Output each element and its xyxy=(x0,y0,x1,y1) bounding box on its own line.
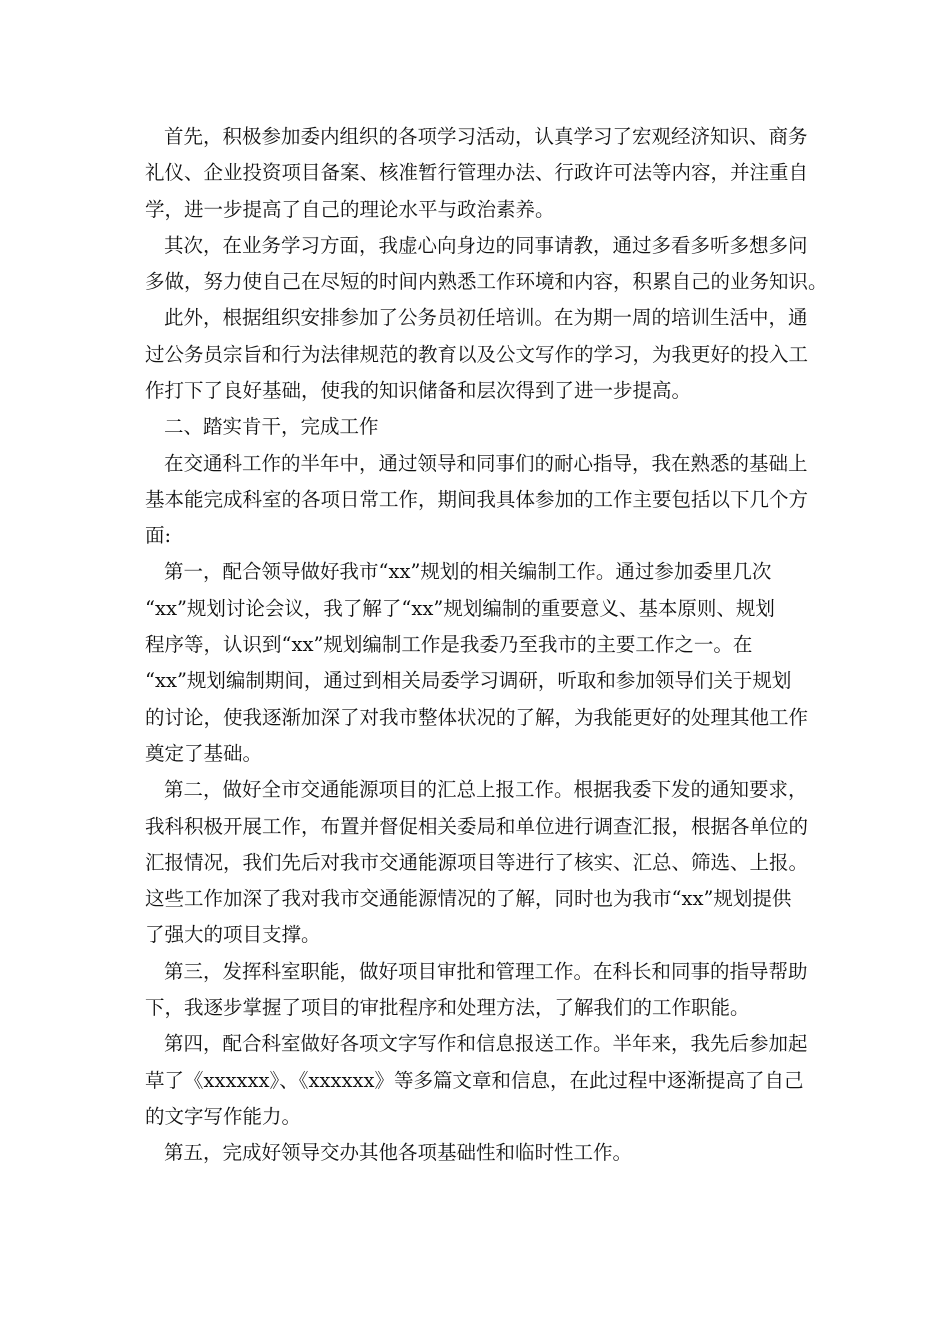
text-line: 下，我逐步掌握了项目的审批程序和处理方法，了解我们的工作职能。 xyxy=(145,996,750,1019)
text-line: 在交通科工作的半年中，通过领导和同事们的耐心指导，我在熟悉的基础上 xyxy=(164,452,808,475)
text-line: “xx”规划编制期间，通过到相关局委学习调研，听取和参加领导们关于规划 xyxy=(145,669,792,692)
text-line: 第四，配合科室做好各项文字写作和信息报送工作。半年来，我先后参加起 xyxy=(164,1032,808,1055)
text-line: 第二，做好全市交通能源项目的汇总上报工作。根据我委下发的通知要求， xyxy=(164,778,808,801)
text-line: 第一，配合领导做好我市“xx”规划的相关编制工作。通过参加委里几次 xyxy=(164,560,772,583)
text-line: 的讨论，使我逐渐加深了对我市整体状况的了解，为我能更好的处理其他工作 xyxy=(145,706,809,729)
text-line: “xx”规划讨论会议，我了解了“xx”规划编制的重要意义、基本原则、规划 xyxy=(145,597,775,620)
text-line: 学，进一步提高了自己的理论水平与政治素养。 xyxy=(145,198,555,221)
text-line: 其次，在业务学习方面，我虚心向身边的同事请教，通过多看多听多想多问 xyxy=(164,234,808,257)
text-line: 礼仪、企业投资项目备案、核准暂行管理办法、行政许可法等内容，并注重自 xyxy=(145,161,809,184)
text-line: 过公务员宗旨和行为法律规范的教育以及公文写作的学习，为我更好的投入工 xyxy=(145,343,809,366)
text-line: 基本能完成科室的各项日常工作，期间我具体参加的工作主要包括以下几个方 xyxy=(145,488,809,511)
text-line: 草了《xxxxxx》、《xxxxxx》等多篇文章和信息，在此过程中逐渐提高了自己 xyxy=(145,1069,804,1092)
section-heading: 二、踏实肯干，完成工作 xyxy=(164,415,379,438)
text-line: 汇报情况，我们先后对我市交通能源项目等进行了核实、汇总、筛选、上报。 xyxy=(145,851,809,874)
text-line: 此外，根据组织安排参加了公务员初任培训。在为期一周的培训生活中，通 xyxy=(164,306,808,329)
text-line: 程序等，认识到“xx”规划编制工作是我委乃至我市的主要工作之一。在 xyxy=(145,633,753,656)
text-line: 的文字写作能力。 xyxy=(145,1105,302,1128)
text-line: 作打下了良好基础，使我的知识储备和层次得到了进一步提高。 xyxy=(145,379,692,402)
text-line: 我科积极开展工作，布置并督促相关委局和单位进行调查汇报，根据各单位的 xyxy=(145,815,809,838)
text-line: 第五，完成好领导交办其他各项基础性和临时性工作。 xyxy=(164,1141,633,1164)
text-line: 多做，努力使自己在尽短的时间内熟悉工作环境和内容，积累自己的业务知识。 xyxy=(145,270,828,293)
text-line: 面: xyxy=(145,524,172,547)
text-line: 首先，积极参加委内组织的各项学习活动，认真学习了宏观经济知识、商务 xyxy=(164,125,808,148)
text-line: 第三，发挥科室职能，做好项目审批和管理工作。在科长和同事的指导帮助 xyxy=(164,960,808,983)
text-line: 奠定了基础。 xyxy=(145,742,263,765)
text-line: 这些工作加深了我对我市交通能源情况的了解，同时也为我市“xx”规划提供 xyxy=(145,887,792,910)
text-line: 了强大的项目支撑。 xyxy=(145,923,321,946)
